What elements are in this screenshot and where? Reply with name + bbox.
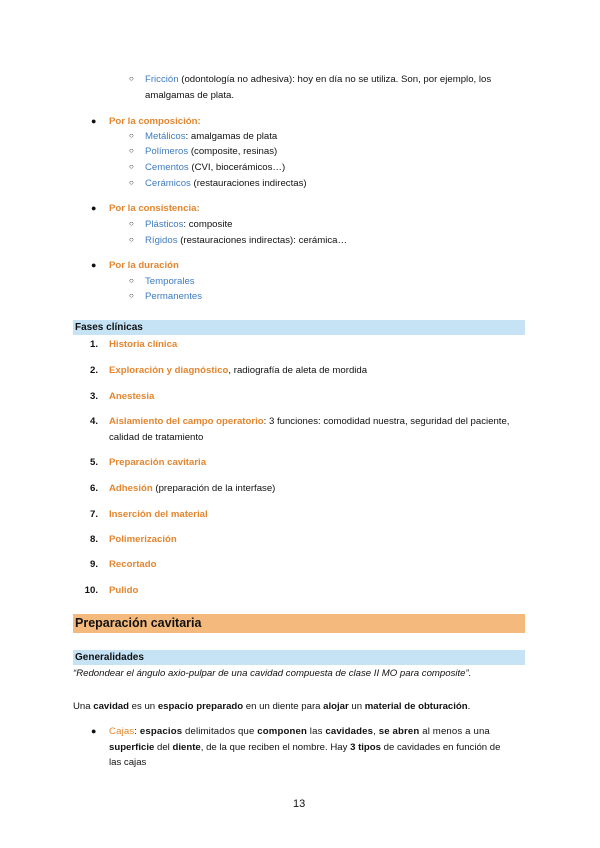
circle-bullet-icon: ○	[129, 162, 134, 171]
fase-item	[109, 416, 509, 427]
bold-text: se abren	[378, 726, 420, 737]
list-number: 10.	[84, 585, 98, 596]
bold-text: material de obturación	[364, 701, 468, 712]
fase-text: : 3 funciones: comodidad nuestra, seguridad del paciente,	[263, 416, 510, 427]
duracion-title: Por la duración	[109, 260, 179, 271]
fase-label: Inserción del material	[109, 509, 208, 520]
fase-label: Pulido	[109, 585, 139, 596]
list-number: 2.	[89, 365, 98, 376]
fase-label: Aislamiento del campo operatorio	[109, 416, 264, 427]
friccion-line2: amalgamas de plata.	[145, 90, 235, 101]
circle-bullet-icon: ○	[129, 219, 134, 228]
circle-bullet-icon: ○	[129, 74, 134, 83]
fase-label: Preparación cavitaria	[109, 457, 207, 468]
consistencia-item	[145, 235, 347, 246]
text: es un	[129, 701, 158, 712]
fases-header: Fases clínicas	[73, 320, 525, 335]
item-label: Cementos	[145, 162, 189, 173]
text: del	[154, 742, 173, 753]
list-number: 7.	[89, 509, 98, 520]
item-label: Cerámicos	[145, 178, 191, 189]
composicion-item	[145, 178, 307, 189]
duracion-item: Permanentes	[145, 291, 203, 302]
cajas-line3: las cajas	[109, 757, 147, 768]
fase-label: Anestesia	[109, 391, 155, 402]
fase-text: , radiografía de aleta de mordida	[228, 365, 368, 376]
duracion-item: Temporales	[145, 276, 195, 287]
item-text: (restauraciones indirectas): cerámica…	[177, 235, 348, 246]
text: ,	[373, 726, 379, 737]
bold-text: componen	[257, 726, 307, 737]
consistencia-title: Por la consistencia:	[109, 203, 200, 214]
list-number: 4.	[89, 416, 98, 427]
item-text: : amalgamas de plata	[185, 131, 278, 142]
list-number: 1.	[89, 339, 98, 350]
cavidad-definition	[73, 701, 470, 712]
circle-bullet-icon: ○	[129, 178, 134, 187]
item-label: Metálicos	[145, 131, 186, 142]
quote-text: “Redondear el ángulo axio-pulpar de una cavidad compuesta de clase II MO para composite”.	[73, 668, 472, 679]
bold-text: 3 tipos	[350, 742, 381, 753]
composicion-item	[145, 131, 277, 142]
text: en un diente para	[243, 701, 324, 712]
friccion-text: (odontología no adhesiva): hoy en día no se utiliza. Son, por ejemplo, los	[178, 74, 492, 85]
list-number: 9.	[89, 559, 98, 570]
consistencia-item	[145, 219, 232, 230]
bullet-icon: ●	[91, 203, 97, 213]
bold-text: espacio preparado	[157, 701, 244, 712]
list-number: 8.	[89, 534, 98, 545]
cajas-line1	[109, 726, 527, 737]
cajas-label: Cajas	[109, 726, 135, 737]
bold-text: superficie	[109, 742, 155, 753]
fase-text: (preparación de la interfase)	[152, 483, 276, 494]
list-number: 3.	[89, 391, 98, 402]
bold-text: cavidad	[93, 701, 129, 712]
circle-bullet-icon: ○	[129, 235, 134, 244]
fase-label: Exploración y diagnóstico	[109, 365, 229, 376]
list-number: 5.	[89, 457, 98, 468]
item-text: : composite	[183, 219, 233, 230]
circle-bullet-icon: ○	[129, 131, 134, 140]
text: .	[467, 701, 471, 712]
bold-text: diente	[172, 742, 201, 753]
item-label: Plásticos	[145, 219, 184, 230]
composicion-item	[145, 146, 277, 157]
bold-text: espacios	[139, 726, 183, 737]
item-text: (CVI, biocerámicos…)	[188, 162, 286, 173]
friccion-label: Fricción	[145, 74, 179, 85]
item-label: Rígidos	[145, 235, 178, 246]
friccion-line1	[145, 74, 491, 85]
text: al menos a una	[419, 726, 490, 737]
fase-label: Adhesión	[109, 483, 153, 494]
text: :	[134, 726, 140, 737]
composicion-title: Por la composición:	[109, 116, 201, 127]
cajas-line2	[109, 742, 500, 753]
circle-bullet-icon: ○	[129, 291, 134, 300]
fase-item	[109, 483, 275, 494]
bold-text: cavidades	[325, 726, 374, 737]
text: un	[348, 701, 365, 712]
item-label: Polímeros	[145, 146, 189, 157]
list-number: 6.	[89, 483, 98, 494]
item-text: (restauraciones indirectas)	[190, 178, 307, 189]
bullet-icon: ●	[91, 726, 97, 736]
fase-text-cont: calidad de tratamiento	[109, 432, 204, 443]
text: delimitados que	[182, 726, 258, 737]
item-text: (composite, resinas)	[188, 146, 278, 157]
text: , de la que reciben el nombre. Hay	[200, 742, 351, 753]
fase-label: Polimerización	[109, 534, 177, 545]
fase-label: Historia clínica	[109, 339, 178, 350]
text: las	[306, 726, 326, 737]
bold-text: alojar	[323, 701, 349, 712]
circle-bullet-icon: ○	[129, 276, 134, 285]
fase-label: Recortado	[109, 559, 157, 570]
page-number: 13	[293, 798, 306, 810]
text: Una	[73, 701, 94, 712]
bullet-icon: ●	[91, 260, 97, 270]
composicion-item	[145, 162, 285, 173]
fase-item	[109, 365, 367, 376]
text: de cavidades en función de	[380, 742, 501, 753]
preparacion-header: Preparación cavitaria	[73, 614, 525, 633]
bullet-icon: ●	[91, 116, 97, 126]
generalidades-header: Generalidades	[73, 650, 525, 665]
circle-bullet-icon: ○	[129, 146, 134, 155]
